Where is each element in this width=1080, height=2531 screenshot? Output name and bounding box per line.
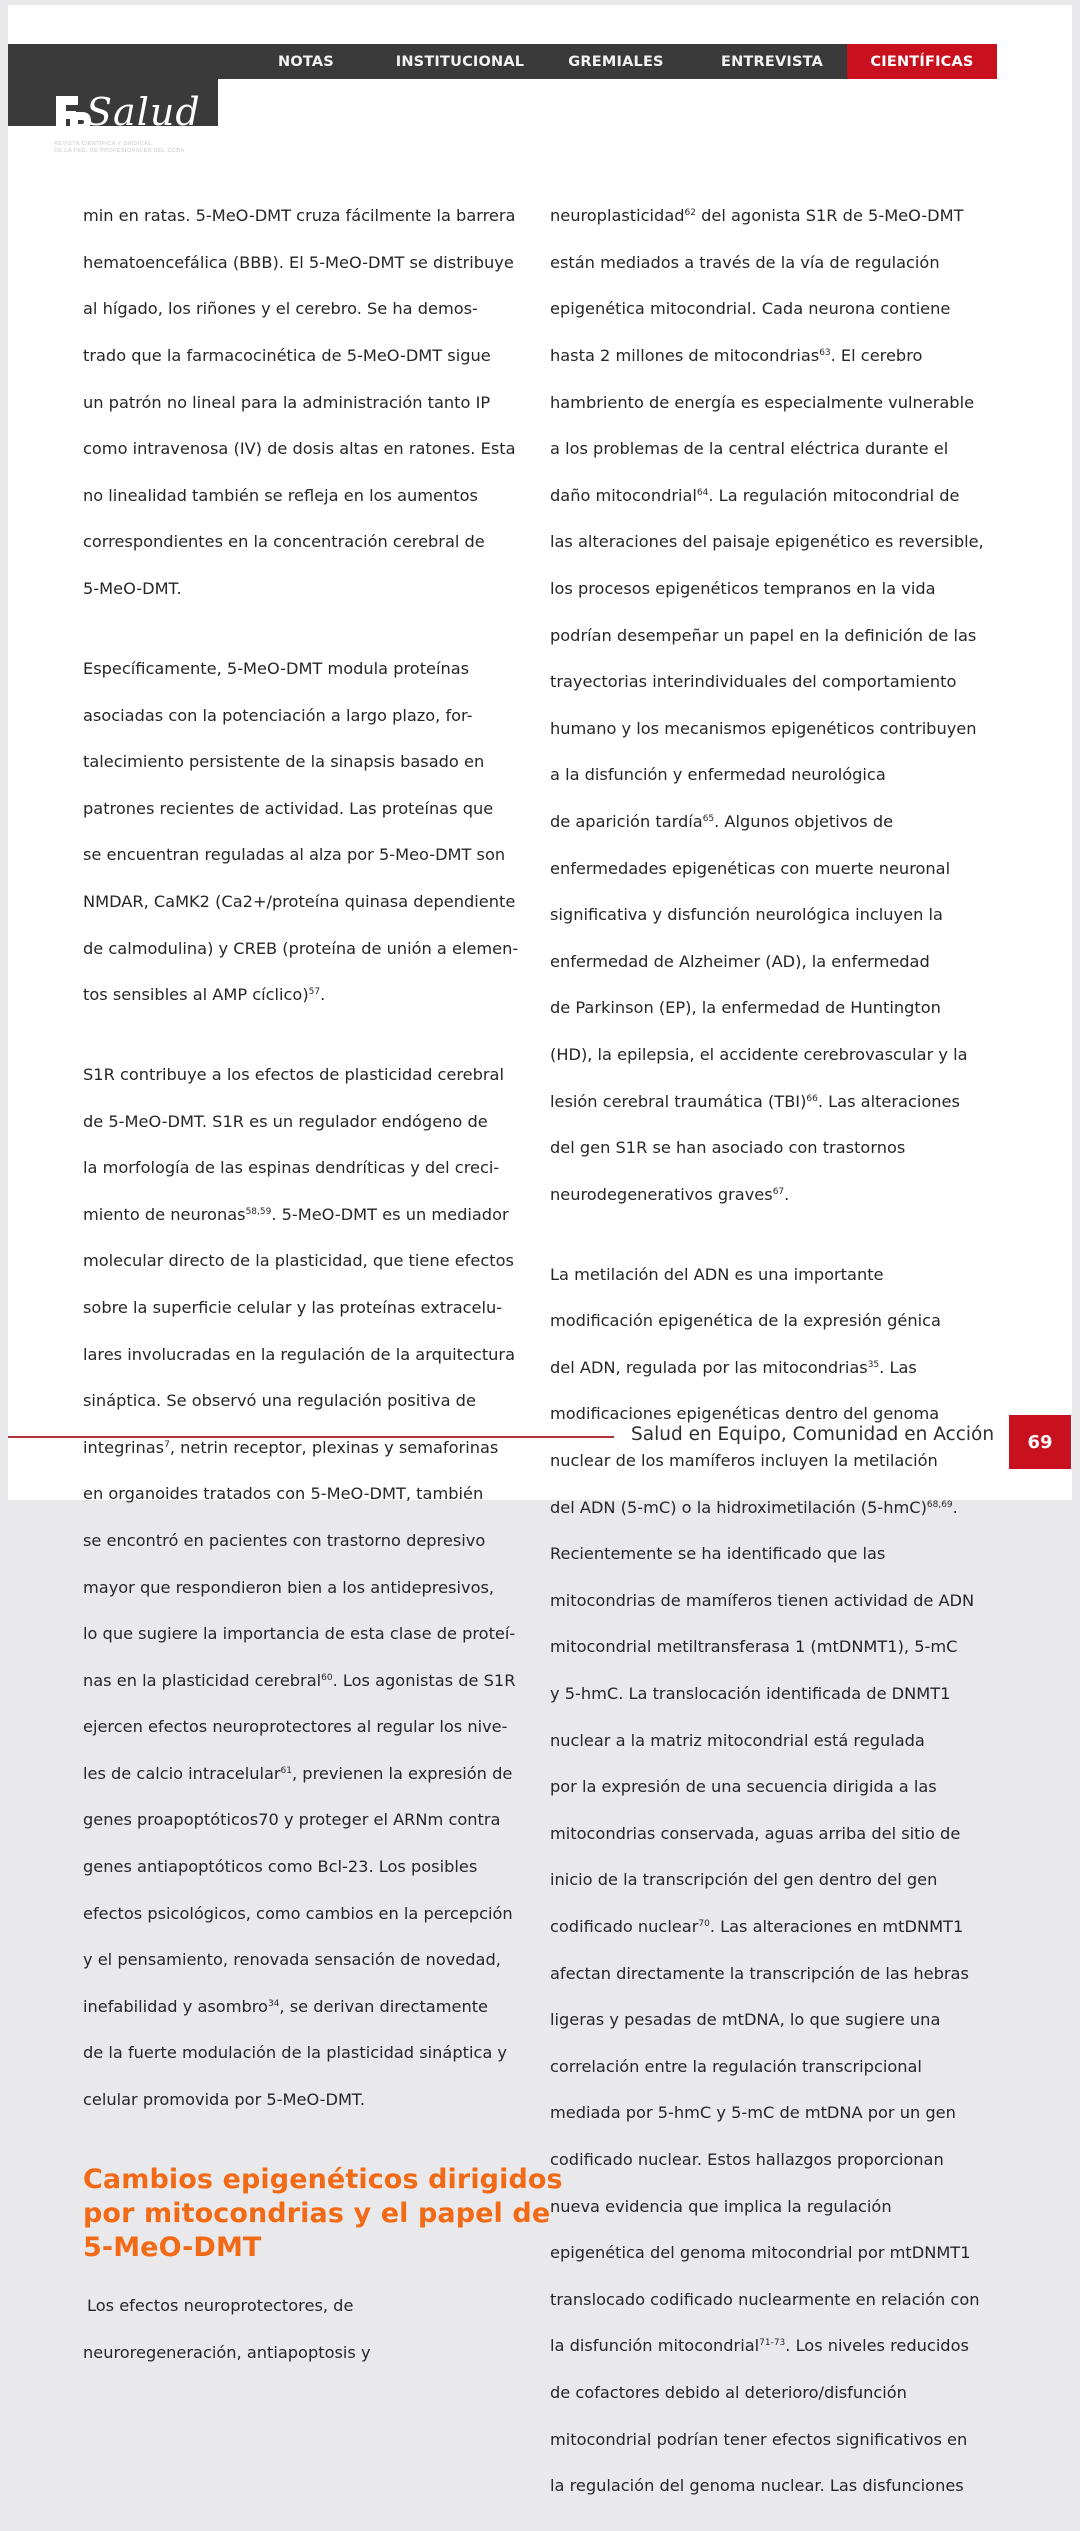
- text-fragment: tos sensibles al AMP cíclico): [83, 985, 309, 1005]
- text-line: [550, 1915, 1010, 1938]
- text-line: modificación epigenética de la expresión génica: [550, 1311, 941, 1331]
- text-line: de la fuerte modulación de la plasticidad sináptica y: [83, 2043, 507, 2063]
- text-fragment: , netrin receptor, plexinas y semaforinas: [169, 1437, 499, 1457]
- text-line: trayectorias interindividuales del comportamiento: [550, 672, 957, 692]
- text-line: afectan directamente la transcripción de las hebras: [550, 1963, 969, 1983]
- text-fragment: . Las alteraciones: [817, 1091, 960, 1111]
- text-line: enfermedad de Alzheimer (AD), la enfermedad: [550, 951, 930, 971]
- nav-entrevista[interactable]: ENTREVISTA: [720, 53, 824, 70]
- text-line: neuroregeneración, antiapoptosis y: [83, 2342, 371, 2362]
- text-line: codificado nuclear. Estos hallazgos proporcionan: [550, 2149, 944, 2169]
- heading-line: por mitocondrias y el papel de: [83, 2197, 551, 2229]
- citation-ref: 35: [867, 1359, 880, 1370]
- text-line: lares involucradas en la regulación de la arquitectura: [83, 1344, 515, 1364]
- text-line: y 5-hmC. La translocación identificada de DNMT1: [550, 1684, 951, 1703]
- text-line: [83, 1669, 543, 1692]
- text-line: por la expresión de una secuencia dirigida a las: [550, 1777, 937, 1797]
- text-fragment: . Las: [879, 1357, 917, 1377]
- text-line: translocado codificado nuclearmente en relación con: [550, 2289, 980, 2309]
- citation-ref: 67: [772, 1186, 785, 1197]
- text-fragment: nas en la plasticidad cerebral: [83, 1670, 322, 1690]
- page-number-badge: 69: [1009, 1415, 1071, 1469]
- text-fragment: , previenen la expresión de: [292, 1763, 513, 1783]
- text-line: podrían desempeñar un papel en la definición de las: [550, 625, 977, 645]
- text-fragment: miento de neuronas: [83, 1204, 246, 1224]
- text-line: correspondientes en la concentración cerebral de: [83, 532, 485, 552]
- text-line: patrones recientes de actividad. Las proteínas que: [83, 798, 494, 818]
- text-line: [550, 2334, 1010, 2357]
- text-line: un patrón no lineal para la administración tanto IP: [83, 392, 491, 412]
- text-line: mitocondrial metiltransferasa 1 (mtDNMT1), 5-mC: [550, 1637, 958, 1657]
- text-fragment: . Algunos objetivos de: [714, 812, 894, 832]
- paragraph: [83, 181, 543, 624]
- heading-line: 5-MeO-DMT: [83, 2231, 262, 2263]
- text-line: [83, 1436, 543, 1459]
- text-line: [550, 204, 1010, 227]
- text-fragment: . 5-MeO-DMT es un mediador: [271, 1204, 509, 1224]
- text-fragment: de aparición tardía: [550, 812, 703, 832]
- logo-subtitle-line-2: DE LA FED. DE PROFESIONALES DEL CCBA: [54, 147, 185, 154]
- text-fragment: .: [320, 985, 326, 1005]
- text-fragment: , se derivan directamente: [279, 1996, 489, 2016]
- text-line: se encontró en pacientes con trastorno depresivo: [83, 1530, 486, 1550]
- citation-ref: 7: [164, 1439, 170, 1450]
- citation-ref: 34: [267, 1998, 280, 2009]
- text-line: de 5-MeO-DMT. S1R es un regulador endógeno de: [83, 1111, 488, 1131]
- text-line: mediada por 5-hmC y 5-mC de mtDNA por un gen: [550, 2103, 956, 2123]
- nav-notas[interactable]: NOTAS: [278, 53, 334, 70]
- text-line: (HD), la epilepsia, el accidente cerebrovascular y la: [550, 1044, 968, 1064]
- text-line: mayor que respondieron bien a los antidepresivos,: [83, 1577, 495, 1597]
- text-fragment: del agonista S1R de 5-MeO-DMT: [695, 206, 964, 226]
- text-line: de cofactores debido al deterioro/disfunción: [550, 2382, 907, 2402]
- text-line: hambriento de energía es especialmente vulnerable: [550, 392, 975, 412]
- section-lead-paragraph: [83, 2271, 543, 2387]
- text-fragment: neurodegenerativos graves: [550, 1184, 773, 1204]
- text-line: trado que la farmacocinética de 5-MeO-DMT sigue: [83, 346, 491, 366]
- citation-ref: 65: [702, 814, 715, 825]
- text-line: Específicamente, 5-MeO-DMT modula proteínas: [83, 658, 470, 678]
- text-line: genes proapoptóticos70 y proteger el ARNm contra: [83, 1810, 501, 1830]
- citation-ref: 61: [280, 1765, 292, 1776]
- text-fragment: del ADN (5-mC) o la hidroximetilación (5-hmC): [550, 1497, 927, 1517]
- text-line: ligeras y pesadas de mtDNA, lo que sugiere una: [550, 2010, 941, 2030]
- text-line: Recientemente se ha identificado que las: [550, 1544, 886, 1564]
- text-line: nueva evidencia que implica la regulación: [550, 2196, 892, 2216]
- left-text-column: [83, 181, 563, 2397]
- text-fragment: les de calcio intracelular: [83, 1763, 281, 1783]
- citation-ref: 62: [684, 208, 696, 219]
- text-line: [550, 1356, 1010, 1379]
- text-fragment: codificado nuclear: [550, 1916, 699, 1936]
- text-fragment: lesión cerebral traumática (TBI): [550, 1091, 807, 1111]
- text-line: hematoencefálica (BBB). El 5-MeO-DMT se distribuye: [83, 252, 514, 272]
- footer-tagline: Salud en Equipo, Comunidad en Acción: [631, 1424, 995, 1445]
- text-line: lo que sugiere la importancia de esta clase de proteí-: [83, 1624, 516, 1644]
- text-line: humano y los mecanismos epigenéticos contribuyen: [550, 718, 977, 738]
- text-line: están mediados a través de la vía de regulación: [550, 252, 940, 272]
- citation-ref: 58,59: [245, 1206, 272, 1217]
- text-line: [83, 1995, 543, 2018]
- text-line: talecimiento persistente de la sinapsis basado en: [83, 752, 485, 772]
- text-line: significativa y disfunción neurológica incluyen la: [550, 905, 943, 925]
- text-fragment: daño mitocondrial: [550, 485, 697, 505]
- citation-ref: 60: [321, 1672, 333, 1683]
- text-line: La metilación del ADN es una importante: [550, 1264, 884, 1284]
- text-fragment: neuroplasticidad: [550, 206, 685, 226]
- text-fragment: . La regulación mitocondrial de: [708, 485, 960, 505]
- text-line: los procesos epigenéticos tempranos en la vida: [550, 579, 936, 599]
- text-fragment: .: [784, 1184, 790, 1204]
- text-line: [83, 983, 543, 1006]
- text-fragment: . Los niveles reducidos: [785, 2336, 969, 2356]
- text-line: nuclear a la matriz mitocondrial está regulada: [550, 1730, 925, 1750]
- citation-ref: 70: [698, 1918, 710, 1929]
- magazine-page: [8, 5, 1072, 2496]
- text-line: min en ratas. 5-MeO-DMT cruza fácilmente la barrera: [83, 206, 516, 226]
- paragraph: [83, 634, 543, 1030]
- text-line: y el pensamiento, renovada sensación de novedad,: [83, 1950, 501, 1970]
- text-line: [550, 484, 1010, 507]
- nav-institucional[interactable]: INSTITUCIONAL: [395, 53, 525, 70]
- text-line: a la disfunción y enfermedad neurológica: [550, 765, 886, 785]
- text-line: del gen S1R se han asociado con trastornos: [550, 1138, 906, 1158]
- text-line: [550, 1496, 1010, 1519]
- text-line: las alteraciones del paisaje epigenético es reversible,: [550, 532, 984, 552]
- citation-ref: 66: [806, 1093, 818, 1104]
- text-line: mitocondrias conservada, aguas arriba del sitio de: [550, 1823, 961, 1843]
- text-line: la regulación del genoma nuclear. Las disfunciones: [550, 2476, 964, 2496]
- text-line: asociadas con la potenciación a largo plazo, for-: [83, 705, 473, 725]
- logo-subtitle: [54, 141, 214, 154]
- section-heading: [83, 2163, 563, 2265]
- text-line: epigenética mitocondrial. Cada neurona contiene: [550, 299, 951, 319]
- citation-ref: 71-73: [759, 2338, 786, 2349]
- text-line: efectos psicológicos, como cambios en la percepción: [83, 1903, 513, 1923]
- text-line: sináptica. Se observó una regulación positiva de: [83, 1391, 476, 1411]
- text-line: al hígado, los riñones y el cerebro. Se ha demos-: [83, 299, 478, 319]
- text-line: se encuentran reguladas al alza por 5-Meo-DMT son: [83, 845, 506, 865]
- text-line: ejercen efectos neuroprotectores al regular los nive-: [83, 1717, 508, 1737]
- text-fragment: integrinas: [83, 1437, 165, 1457]
- text-line: [550, 344, 1010, 367]
- text-line: mitocondrias de mamíferos tienen actividad de ADN: [550, 1590, 975, 1610]
- citation-ref: 57: [308, 987, 321, 998]
- text-line: mitocondrial podrían tener efectos significativos en: [550, 2429, 968, 2449]
- text-line: [550, 1183, 1010, 1206]
- logo-script-salud: Salud: [86, 90, 201, 134]
- text-line: correlación entre la regulación transcripcional: [550, 2056, 922, 2076]
- text-line: NMDAR, CaMK2 (Ca2+/proteína quinasa dependiente: [83, 891, 516, 911]
- text-fragment: inefabilidad y asombro: [83, 1996, 268, 2016]
- text-line: celular promovida por 5-MeO-DMT.: [83, 2090, 366, 2110]
- text-line: inicio de la transcripción del gen dentro del gen: [550, 1870, 938, 1890]
- text-fragment: . El cerebro: [830, 346, 923, 366]
- text-line: molecular directo de la plasticidad, que tiene efectos: [83, 1251, 514, 1271]
- text-line: no linealidad también se refleja en los aumentos: [83, 485, 478, 505]
- text-line: Los efectos neuroprotectores, de: [87, 2295, 354, 2315]
- text-fragment: .: [952, 1497, 958, 1517]
- publication-logo[interactable]: [8, 44, 218, 154]
- text-line: a los problemas de la central eléctrica durante el: [550, 439, 949, 459]
- text-line: genes antiapoptóticos como Bcl-23. Los posibles: [83, 1857, 478, 1877]
- nav-cientificas-active[interactable]: CIENTÍFICAS: [847, 44, 997, 79]
- logo-subtitle-line-1: REVISTA CIENTÍFICA Y SINDICAL: [54, 141, 153, 147]
- text-line: de calmodulina) y CREB (proteína de unión a elemen-: [83, 938, 519, 958]
- text-line: de Parkinson (EP), la enfermedad de Huntington: [550, 998, 941, 1018]
- text-line: enfermedades epigenéticas con muerte neuronal: [550, 858, 951, 878]
- text-line: la morfología de las espinas dendríticas y del creci-: [83, 1158, 500, 1178]
- text-fragment: . Los agonistas de S1R: [332, 1670, 516, 1690]
- paragraph: [550, 181, 1010, 1229]
- text-fragment: la disfunción mitocondrial: [550, 2336, 760, 2356]
- text-line: [83, 1203, 543, 1226]
- paragraph: [83, 1040, 543, 2135]
- footer-rule: [8, 1436, 614, 1438]
- nav-gremiales[interactable]: GREMIALES: [568, 53, 664, 70]
- citation-ref: 68,69: [926, 1499, 953, 1510]
- text-line: [83, 1762, 543, 1785]
- text-line: sobre la superficie celular y las proteínas extracelu-: [83, 1297, 503, 1317]
- text-line: epigenética del genoma mitocondrial por mtDNMT1: [550, 2243, 971, 2263]
- text-line: [550, 1090, 1010, 1113]
- text-fragment: . Las alteraciones en mtDNMT1: [709, 1916, 964, 1936]
- citation-ref: 64: [696, 487, 709, 498]
- text-line: como intravenosa (IV) de dosis altas en ratones. Esta: [83, 439, 516, 459]
- text-fragment: del ADN, regulada por las mitocondrias: [550, 1357, 868, 1377]
- text-fragment: hasta 2 millones de mitocondrias: [550, 346, 820, 366]
- text-line: 5-MeO-DMT.: [83, 579, 182, 599]
- text-line: modificaciones epigenéticas dentro del genoma: [550, 1404, 940, 1424]
- text-line: [550, 810, 1010, 833]
- text-line: nuclear de los mamíferos incluyen la metilación: [550, 1451, 938, 1471]
- text-line: en organoides tratados con 5-MeO-DMT, también: [83, 1484, 484, 1504]
- citation-ref: 63: [819, 348, 831, 359]
- heading-line: Cambios epigenéticos dirigidos: [83, 2163, 563, 2195]
- right-text-column: [550, 181, 1010, 2531]
- text-line: S1R contribuye a los efectos de plasticidad cerebral: [83, 1064, 504, 1084]
